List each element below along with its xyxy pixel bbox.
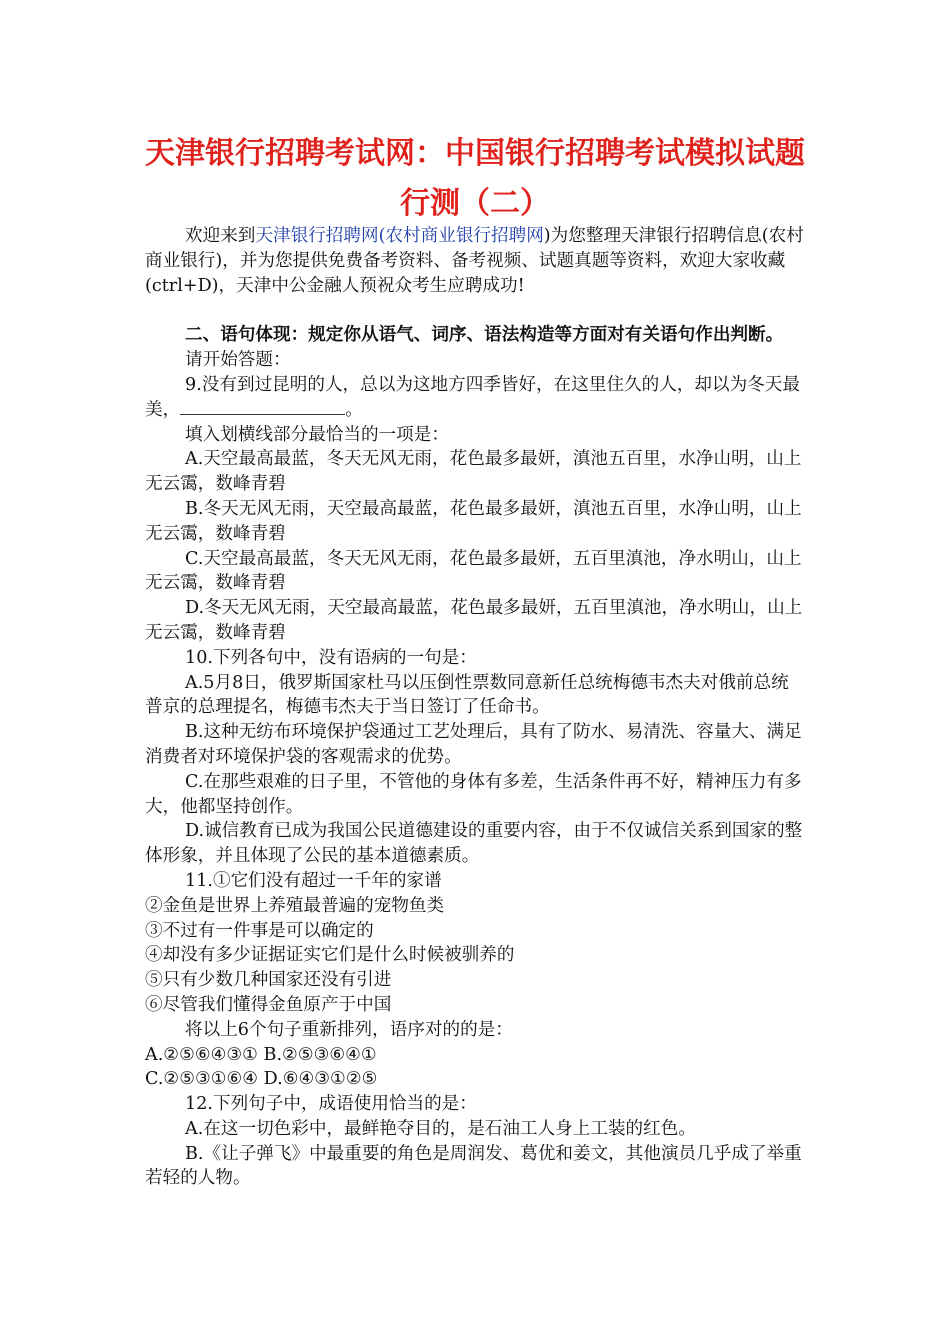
q10-option-d: D.诚信教育已成为我国公民道德建设的重要内容，由于不仅诚信关系到国家的整体形象，并且体现了公民的基本道德素质。 [145,821,803,867]
q10-option-a: A.5月8日，俄罗斯国家杜马以压倒性票数同意新任总统梅德韦杰夫对俄前总统普京的总理提名，梅德韦杰夫于当日签订了任命书。 [145,672,789,718]
q11-sentence-4: ④却没有多少证据证实它们是什么时候被驯养的 [145,945,515,966]
link-tianjin-bank-recruit[interactable]: 天津银行招聘网 [255,226,379,246]
q11-options-row1: A.②⑤⑥④③① B.②⑤③⑥④① [145,1044,377,1065]
q12-option-a: A.在这一切色彩中，最鲜艳夺目的，是石油工人身上工装的红色。 [185,1118,696,1139]
intro-paragraph [145,224,805,298]
q11-sentence-5: ⑤只有少数几种国家还没有引进 [145,970,392,991]
q9-stem-text: 9.没有到过昆明的人，总以为这地方四季皆好，在这里住久的人，却以为冬天最美， [145,374,800,420]
q11-options-row2: C.②⑤③①⑥④ D.⑥④③①②⑤ [145,1069,378,1090]
q9-option-b: B.冬天无风无雨，天空最高最蓝，花色最多最妍，滇池五百里，水净山明，山上无云霭，数峰青碧 [145,498,802,544]
start-prompt: 请开始答题： [185,350,291,371]
q11-sentence-2: ②金鱼是世界上养殖最普遍的宠物鱼类 [145,895,445,916]
q9-stem [145,373,805,423]
document-body [145,224,805,1191]
q9-answer-blank [180,398,345,415]
q11-prompt: 将以上6个句子重新排列，语序对的的是： [185,1019,513,1040]
q11-stem: 11.①它们没有超过一千年的家谱 [185,870,442,891]
q11-sentence-6: ⑥尽管我们懂得金鱼原产于中国 [145,994,392,1015]
q9-stem-end: 。 [345,399,363,420]
spacer [145,298,805,323]
q12-option-b: B.《让子弹飞》中最重要的角色是周润发、葛优和姜文，其他演员几乎成了举重若轻的人物。 [145,1143,802,1189]
q9-option-a: A.天空最高最蓝，冬天无风无雨，花色最多最妍，滇池五百里，水净山明，山上无云霭，数峰青碧 [145,449,802,495]
q11-sentence-3: ③不过有一件事是可以确定的 [145,920,374,941]
q10-option-c: C.在那些艰难的日子里，不管他的身体有多差，生活条件再不好，精神压力有多大，他都坚持创作。 [145,771,802,817]
document-title-line2: 行测（二） [400,186,550,221]
section-heading: 二、语句体现：规定你从语气、词序、语法构造等方面对有关语句作出判断。 [185,325,784,346]
intro-paren-open: ( [378,226,386,246]
q10-option-b: B.这种无纺布环境保护袋通过工艺处理后，具有了防水、易清洗、容量大、满足消费者对环境保护袋的客观需求的优势。 [145,722,802,767]
q9-prompt: 填入划横线部分最恰当的一项是： [185,424,449,445]
intro-text-pre: 欢迎来到 [185,226,256,246]
q9-option-d: D.冬天无风无雨，天空最高最蓝，花色最多最妍，五百里滇池，净水明山，山上无云霭，数峰青碧 [145,598,803,643]
link-rural-bank-recruit[interactable]: 农村商业银行招聘网 [385,226,544,246]
q10-stem: 10.下列各句中，没有语病的一句是： [185,647,477,668]
intro-text-post: )为您整理天津银行招聘信息(农村商业银行)，并为您提供免费备考资料、备考视频、试题真题等资料，欢迎大家收藏(ctrl+D)，天津中公金融人预祝众考生应聘成功! [145,226,804,296]
q9-option-c: C.天空最高最蓝，冬天无风无雨，花色最多最妍，五百里滇池，净水明山，山上无云霭，数峰青碧 [145,548,802,594]
document-title-line1: 天津银行招聘考试网：中国银行招聘考试模拟试题 [145,136,805,171]
q12-stem: 12.下列句子中，成语使用恰当的是： [185,1094,477,1115]
